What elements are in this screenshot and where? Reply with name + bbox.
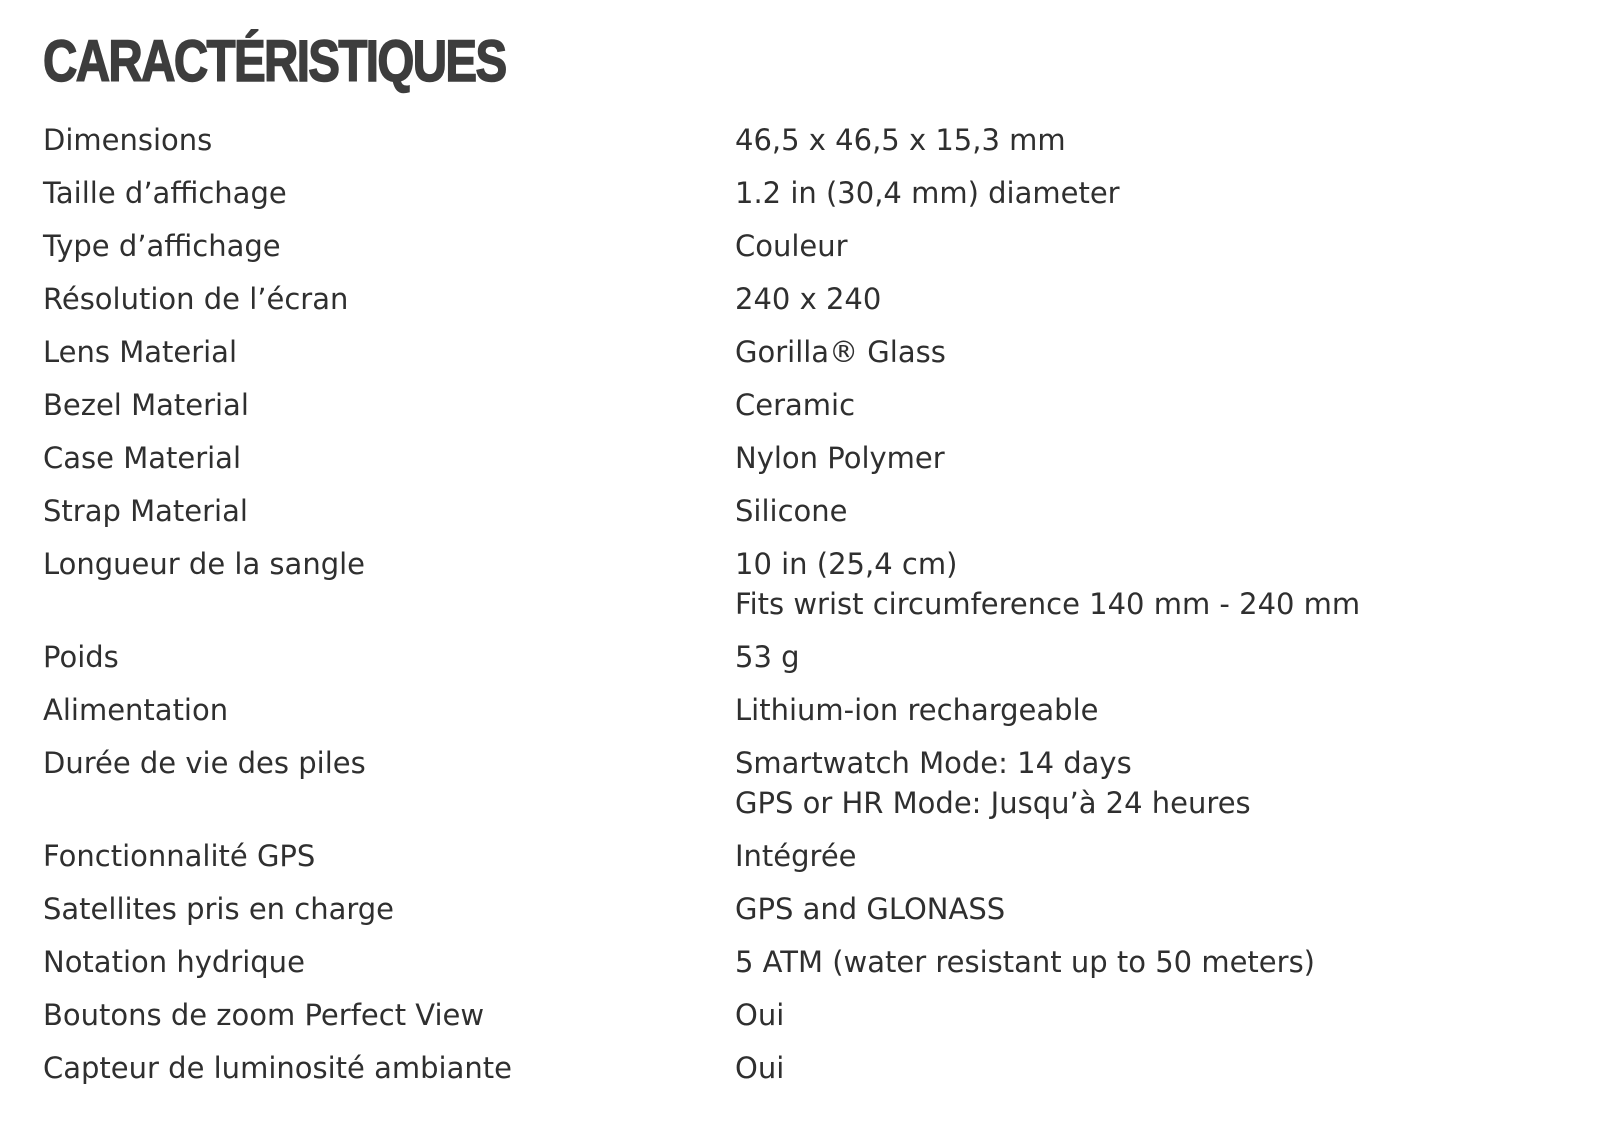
spec-row-power xyxy=(43,684,1563,737)
spec-row-case-material xyxy=(43,432,1563,485)
page-title: CARACTÉRISTIQUES xyxy=(43,29,506,94)
spec-value-line: Ceramic xyxy=(735,388,856,422)
spec-value-line: Nylon Polymer xyxy=(735,441,945,475)
spec-value xyxy=(735,279,1563,319)
spec-value-line: GPS and GLONASS xyxy=(735,892,1006,926)
spec-label: Résolution de l’écran xyxy=(43,282,349,316)
spec-row-gps xyxy=(43,830,1563,883)
spec-value-line: 46,5 x 46,5 x 15,3 mm xyxy=(735,123,1066,157)
spec-label: Fonctionnalité GPS xyxy=(43,839,316,873)
spec-value-line: Oui xyxy=(735,1051,785,1085)
spec-label: Boutons de zoom Perfect View xyxy=(43,998,485,1032)
spec-label: Type d’affichage xyxy=(43,229,281,263)
spec-row-satellites xyxy=(43,883,1563,936)
spec-value xyxy=(735,332,1563,372)
spec-value xyxy=(735,743,1563,823)
spec-value xyxy=(735,942,1563,982)
spec-value xyxy=(735,173,1563,213)
spec-row-dimensions xyxy=(43,114,1563,167)
spec-table xyxy=(43,114,1563,1095)
spec-label: Longueur de la sangle xyxy=(43,547,366,581)
spec-value-line: Intégrée xyxy=(735,839,857,873)
spec-row-zoom-buttons xyxy=(43,989,1563,1042)
spec-value xyxy=(735,120,1563,160)
spec-row-display-size xyxy=(43,167,1563,220)
spec-label: Dimensions xyxy=(43,123,213,157)
spec-value xyxy=(735,385,1563,425)
spec-row-strap-length xyxy=(43,538,1563,631)
spec-label: Taille d’affichage xyxy=(43,176,287,210)
spec-value-line: Silicone xyxy=(735,494,848,528)
spec-value-line: Gorilla® Glass xyxy=(735,335,946,369)
spec-value xyxy=(735,438,1563,478)
spec-row-battery-life xyxy=(43,737,1563,830)
spec-label: Capteur de luminosité ambiante xyxy=(43,1051,512,1085)
spec-value-line: 53 g xyxy=(735,640,800,674)
spec-row-display-type xyxy=(43,220,1563,273)
spec-value-line: Fits wrist circumference 140 mm - 240 mm xyxy=(735,587,1361,621)
spec-value-line: Smartwatch Mode: 14 days xyxy=(735,746,1132,780)
spec-value-line: 1.2 in (30,4 mm) diameter xyxy=(735,176,1120,210)
spec-label: Poids xyxy=(43,640,119,674)
spec-value xyxy=(735,995,1563,1035)
spec-value xyxy=(735,889,1563,929)
spec-value xyxy=(735,690,1563,730)
spec-row-resolution xyxy=(43,273,1563,326)
spec-value-line: Couleur xyxy=(735,229,848,263)
spec-row-weight xyxy=(43,631,1563,684)
spec-value xyxy=(735,637,1563,677)
spec-value-line: Oui xyxy=(735,998,785,1032)
spec-row-lens-material xyxy=(43,326,1563,379)
spec-value-line: 5 ATM (water resistant up to 50 meters) xyxy=(735,945,1315,979)
spec-label: Notation hydrique xyxy=(43,945,305,979)
spec-value xyxy=(735,1048,1563,1088)
spec-value-line: Lithium-ion rechargeable xyxy=(735,693,1099,727)
spec-value-line: 10 in (25,4 cm) xyxy=(735,547,958,581)
spec-row-bezel-material xyxy=(43,379,1563,432)
spec-label: Case Material xyxy=(43,441,242,475)
spec-row-strap-material xyxy=(43,485,1563,538)
spec-label: Alimentation xyxy=(43,693,229,727)
spec-value-line: 240 x 240 xyxy=(735,282,882,316)
spec-row-water-rating xyxy=(43,936,1563,989)
spec-label: Durée de vie des piles xyxy=(43,746,366,780)
spec-value xyxy=(735,226,1563,266)
spec-label: Bezel Material xyxy=(43,388,249,422)
spec-value xyxy=(735,491,1563,531)
spec-value xyxy=(735,544,1563,624)
spec-label: Lens Material xyxy=(43,335,238,369)
spec-label: Strap Material xyxy=(43,494,248,528)
spec-value-line: GPS or HR Mode: Jusqu’à 24 heures xyxy=(735,786,1251,820)
spec-row-light-sensor xyxy=(43,1042,1563,1095)
spec-value xyxy=(735,836,1563,876)
spec-label: Satellites pris en charge xyxy=(43,892,395,926)
